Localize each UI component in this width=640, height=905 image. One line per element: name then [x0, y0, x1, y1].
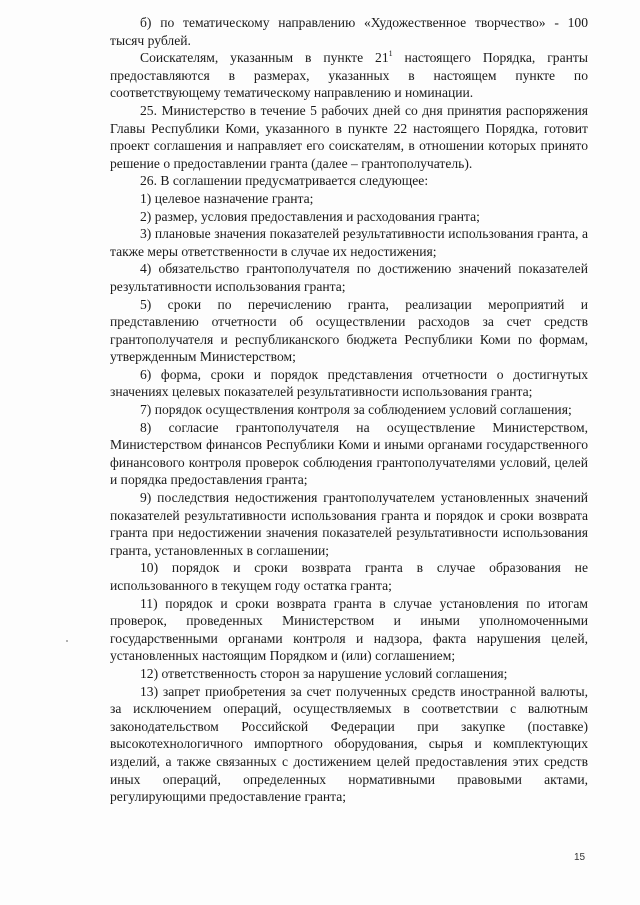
- paragraph-25: 25. Министерство в течение 5 рабочих дней со дня принятия распоряжения Главы Республики Коми, указанного в пункте 22 настоящего Порядка, готовит проект соглашения и направляет его соискателям, в отношении которых принято решение о предоставлении гранта (далее – грантополучатель).: [110, 102, 588, 171]
- list-item-12: 12) ответственность сторон за нарушение условий соглашения;: [140, 665, 508, 681]
- list-item-3: 3) плановые значения показателей результативности использования гранта, а также меры ответственности в случае их недостижения;: [110, 226, 588, 259]
- list-item-4: 4) обязательство грантополучателя по достижению значений показателей результативности использования гранта;: [110, 261, 588, 294]
- list-item-13: 13) запрет приобретения за счет полученных средств иностранной валюты, за исключением операций, осуществляемых в соответствии с валютным законодательством Российской Федерации при закупке (поставке) высокотехнологичного импортного оборудования, сырья и комплектующих изделий, а также связанных с достижением целей предоставления этих средств иных операций, определенных нормативными правовыми актами, регулирующими предоставление гранта;: [110, 683, 588, 805]
- scan-speck: [66, 640, 68, 642]
- list-item-1: 1) целевое назначение гранта;: [140, 190, 314, 206]
- paragraph-subitem-b: б) по тематическому направлению «Художественное творчество» - 100 тысяч рублей.: [110, 15, 588, 48]
- list-item-10: 10) порядок и сроки возврата гранта в случае образования не использованного в текущем году остатка гранта;: [110, 560, 588, 593]
- list-item-2: 2) размер, условия предоставления и расходования гранта;: [140, 208, 480, 224]
- applicants-text-start: Соискателям, указанным в пункте 21: [140, 50, 389, 66]
- paragraph-applicants: [110, 49, 588, 102]
- paragraph-26: 26. В соглашении предусматривается следующее:: [140, 173, 429, 189]
- list-item-7: 7) порядок осуществления контроля за соблюдением условий соглашения;: [140, 402, 572, 418]
- list-item-6: 6) форма, сроки и порядок представления отчетности о достигнутых значениях целевых показателей результативности использования гранта;: [110, 366, 588, 400]
- footnote-superscript: 1: [388, 49, 393, 59]
- list-item-5: 5) сроки по перечислению гранта, реализации мероприятий и представлению отчетности об осуществлении расходов за счет средств грантополучателя и республиканского бюджета Республики Коми по формам, утвержденным Министерством;: [110, 296, 588, 365]
- page-number: 15: [574, 852, 586, 863]
- list-item-11: 11) порядок и сроки возврата гранта в случае установления по итогам проверок, проведенных Министерством и иными уполномоченными государственными органами контроля и надзора, факта нарушения целей, установленных настоящим Порядком и (или) соглашением;: [110, 595, 588, 664]
- applicants-text-end: настоящего Порядка, гранты предоставляются в размерах, указанных в настоящем пункте по соответствующему тематическому направлению и номинации.: [110, 50, 588, 101]
- list-item-9: 9) последствия недостижения грантополучателем установленных значений показателей результативности использования гранта и порядок и сроки возврата гранта при недостижении значения показателей результативности использования гранта, установленных в соглашении;: [110, 490, 588, 558]
- document-body: [110, 14, 588, 806]
- list-item-8: 8) согласие грантополучателя на осуществление Министерством, Министерством финансов Республики Коми и иными органами государственного финансового контроля проверок соблюдения грантополучателями условий, целей и порядка предоставления гранта;: [110, 419, 588, 488]
